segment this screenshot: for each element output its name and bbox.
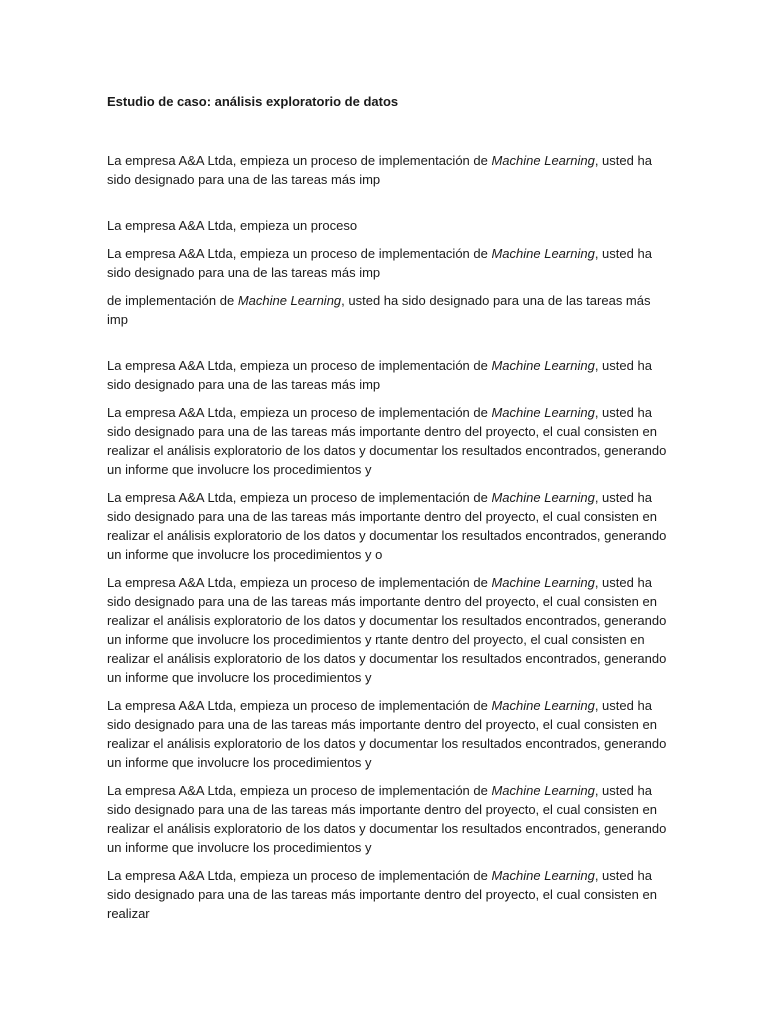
paragraph-text: , usted ha sido designado para una de las tareas más importante dentro del proyecto, el cual consisten en realizar el análisis exploratorio de los datos y documentar los resultados encontrados, generando un informe que involucre los procedimientos y: [107, 783, 667, 855]
paragraph: [107, 356, 667, 394]
paragraph: [107, 291, 667, 329]
paragraph-italic: Machine Learning: [491, 868, 595, 883]
paragraph: [107, 403, 667, 479]
paragraph: [107, 866, 667, 923]
paragraph-text: , usted ha sido designado para una de las tareas más importante dentro del proyecto, el cual consisten en realizar el análisis exploratorio de los datos y documentar los resultados encontrados, generando un informe que involucre los procedimientos y: [107, 405, 667, 477]
paragraph-text: , usted ha sido designado para una de las tareas más imp: [107, 358, 652, 392]
paragraph: [107, 573, 667, 687]
paragraph-text: La empresa A&A Ltda, empieza un proceso de implementación de: [107, 575, 492, 590]
paragraph-text: La empresa A&A Ltda, empieza un proceso de implementación de: [107, 783, 492, 798]
paragraph: [107, 216, 667, 235]
paragraph-italic: Machine Learning: [491, 405, 595, 420]
paragraph-text: La empresa A&A Ltda, empieza un proceso de implementación de: [107, 490, 492, 505]
paragraph-text: , usted ha sido designado para una de las tareas más imp: [107, 153, 652, 187]
paragraph: [107, 696, 667, 772]
document-title: Estudio de caso: análisis exploratorio de datos: [107, 94, 399, 109]
paragraph-italic: Machine Learning: [491, 358, 595, 373]
paragraph-italic: Machine Learning: [237, 293, 342, 308]
paragraph-italic: Machine Learning: [491, 490, 595, 505]
paragraph-italic: Machine Learning: [491, 246, 595, 261]
document-body: [107, 92, 667, 932]
paragraph-text: La empresa A&A Ltda, empieza un proceso: [107, 218, 358, 233]
paragraph-text: La empresa A&A Ltda, empieza un proceso de implementación de: [107, 868, 492, 883]
paragraph-italic: Machine Learning: [491, 575, 595, 590]
paragraph-text: La empresa A&A Ltda, empieza un proceso de implementación de: [107, 153, 492, 168]
paragraph-text: La empresa A&A Ltda, empieza un proceso de implementación de: [107, 405, 492, 420]
paragraph-text: de implementación de: [107, 293, 238, 308]
paragraph-italic: Machine Learning: [491, 153, 595, 168]
paragraph-text: , usted ha sido designado para una de las tareas más importante dentro del proyecto, el cual consisten en realizar: [107, 868, 657, 921]
paragraph: [107, 488, 667, 564]
paragraph-text: La empresa A&A Ltda, empieza un proceso de implementación de: [107, 246, 492, 261]
paragraph-italic: Machine Learning: [491, 783, 595, 798]
paragraph: [107, 151, 667, 189]
paragraph-text: , usted ha sido designado para una de las tareas más importante dentro del proyecto, el cual consisten en realizar el análisis exploratorio de los datos y documentar los resultados encontrados, generando un informe que involucre los procedimientos y o: [107, 490, 667, 562]
paragraph-text: La empresa A&A Ltda, empieza un proceso de implementación de: [107, 358, 492, 373]
paragraph-text: , usted ha sido designado para una de las tareas más importante dentro del proyecto, el cual consisten en realizar el análisis exploratorio de los datos y documentar los resultados encontrados, generando un informe que involucre los procedimientos y: [107, 698, 667, 770]
paragraph: [107, 781, 667, 857]
paragraph-italic: Machine Learning: [491, 698, 595, 713]
paragraph-text: , usted ha sido designado para una de las tareas más imp: [107, 246, 652, 280]
paragraph-text: , usted ha sido designado para una de las tareas más importante dentro del proyecto, el cual consisten en realizar el análisis exploratorio de los datos y documentar los resultados encontrados, generando un informe que involucre los procedimientos y rtante dentro del proyecto, el cual consisten en realizar el análisis exploratorio de los datos y documentar los resultados encontrados, generando un informe que involucre los procedimientos y: [107, 575, 667, 685]
paragraph-text: La empresa A&A Ltda, empieza un proceso de implementación de: [107, 698, 492, 713]
paragraph-text: , usted ha sido designado para una de las tareas más imp: [107, 293, 651, 327]
paragraph: [107, 244, 667, 282]
